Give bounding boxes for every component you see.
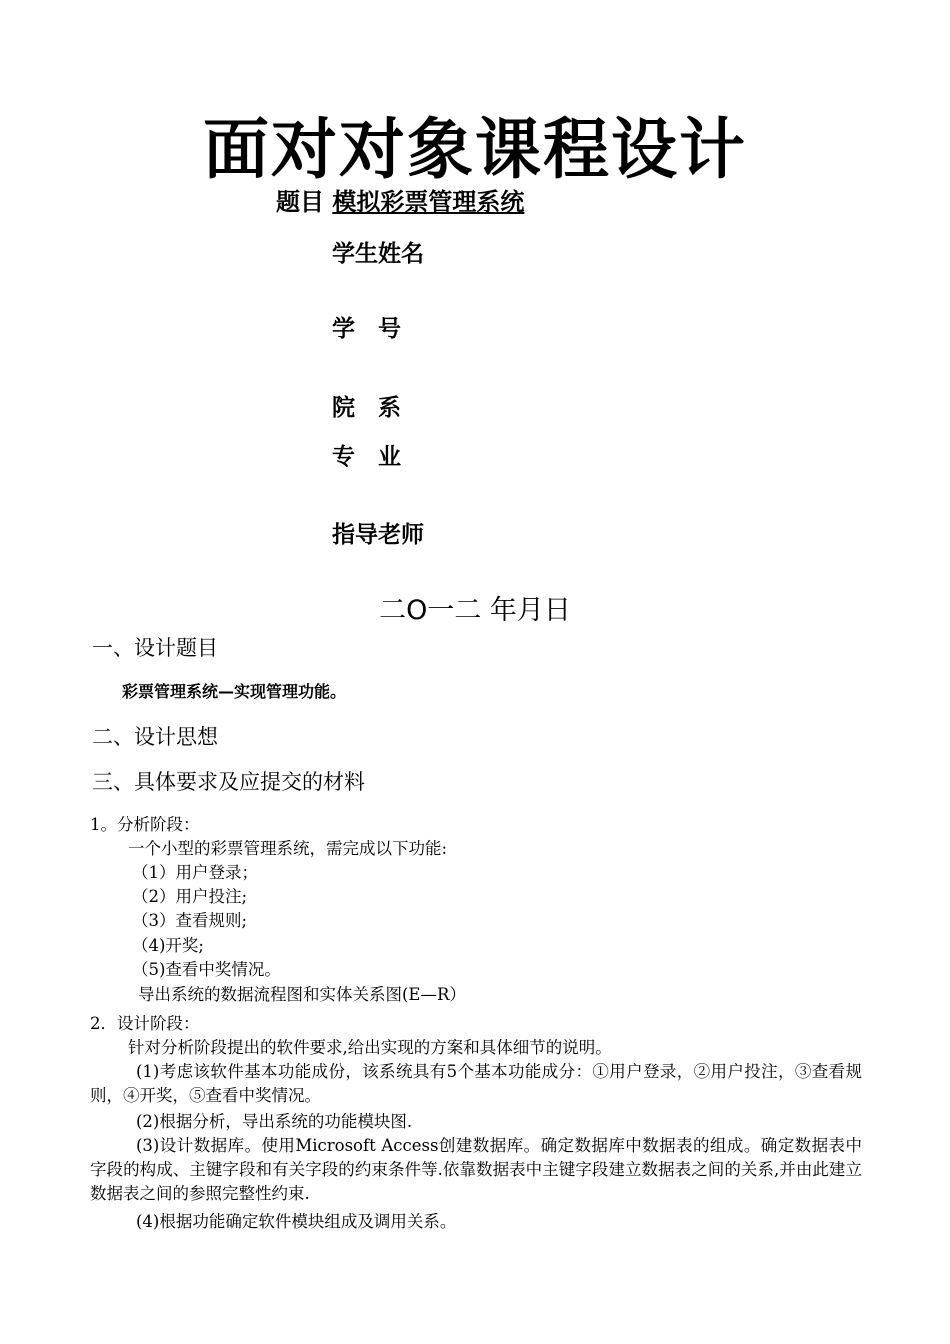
subject-label: 题目 bbox=[276, 188, 324, 216]
analysis-item: （1）用户登录； bbox=[132, 863, 258, 882]
design-paragraph-3: (3)设计数据库。使用Microsoft Access创建数据库。确定数据库中数据表的组成。确定数据表中字段的构成、主键字段和有关字段的约束条件等.依靠数据表中主键字段建立数据表之间的关系,并由此建立数据表之间的参照完整性约束. bbox=[90, 1136, 862, 1203]
field-department: 院 系 bbox=[332, 395, 401, 421]
field-major: 专 业 bbox=[332, 444, 401, 470]
design-intro: 针对分析阶段提出的软件要求,给出实现的方案和具体细节的说明。 bbox=[128, 1038, 612, 1057]
analysis-output: 导出系统的数据流程图和实体关系图(E—R） bbox=[138, 985, 466, 1004]
field-student-id: 学 号 bbox=[332, 316, 401, 342]
analysis-item: （3）查看规则; bbox=[132, 911, 248, 930]
section-heading-3: 三、具体要求及应提交的材料 bbox=[92, 770, 365, 794]
field-student-name: 学生姓名 bbox=[332, 241, 424, 267]
document-title: 面对对象课程设计 bbox=[203, 111, 747, 188]
design-paragraph-4: (4)根据功能确定软件模块组成及调用关系。 bbox=[136, 1212, 457, 1231]
date-line: 二O一二 年月日 bbox=[379, 595, 571, 626]
analysis-item: （4)开奖; bbox=[132, 936, 204, 955]
analysis-item: （2）用户投注; bbox=[132, 887, 248, 906]
subject-line bbox=[276, 182, 524, 217]
section-1-content: 彩票管理系统—实现管理功能。 bbox=[122, 682, 347, 701]
analysis-heading: 1。分析阶段： bbox=[90, 815, 200, 834]
analysis-item: （5)查看中奖情况。 bbox=[132, 960, 281, 979]
analysis-intro: 一个小型的彩票管理系统，需完成以下功能: bbox=[128, 839, 448, 858]
field-advisor: 指导老师 bbox=[332, 522, 424, 548]
design-heading: 2．设计阶段： bbox=[90, 1014, 200, 1033]
section-heading-2: 二、设计思想 bbox=[92, 725, 218, 749]
subject-value: 模拟彩票管理系统 bbox=[332, 188, 525, 216]
design-paragraph-2: (2)根据分析，导出系统的功能模块图. bbox=[136, 1112, 413, 1131]
design-paragraph-1: (1)考虑该软件基本功能成份，该系统具有5个基本功能成分：①用户登录，②用户投注，③查看规则，④开奖，⑤查看中奖情况。 bbox=[90, 1062, 862, 1105]
section-heading-1: 一、设计题目 bbox=[92, 636, 218, 660]
